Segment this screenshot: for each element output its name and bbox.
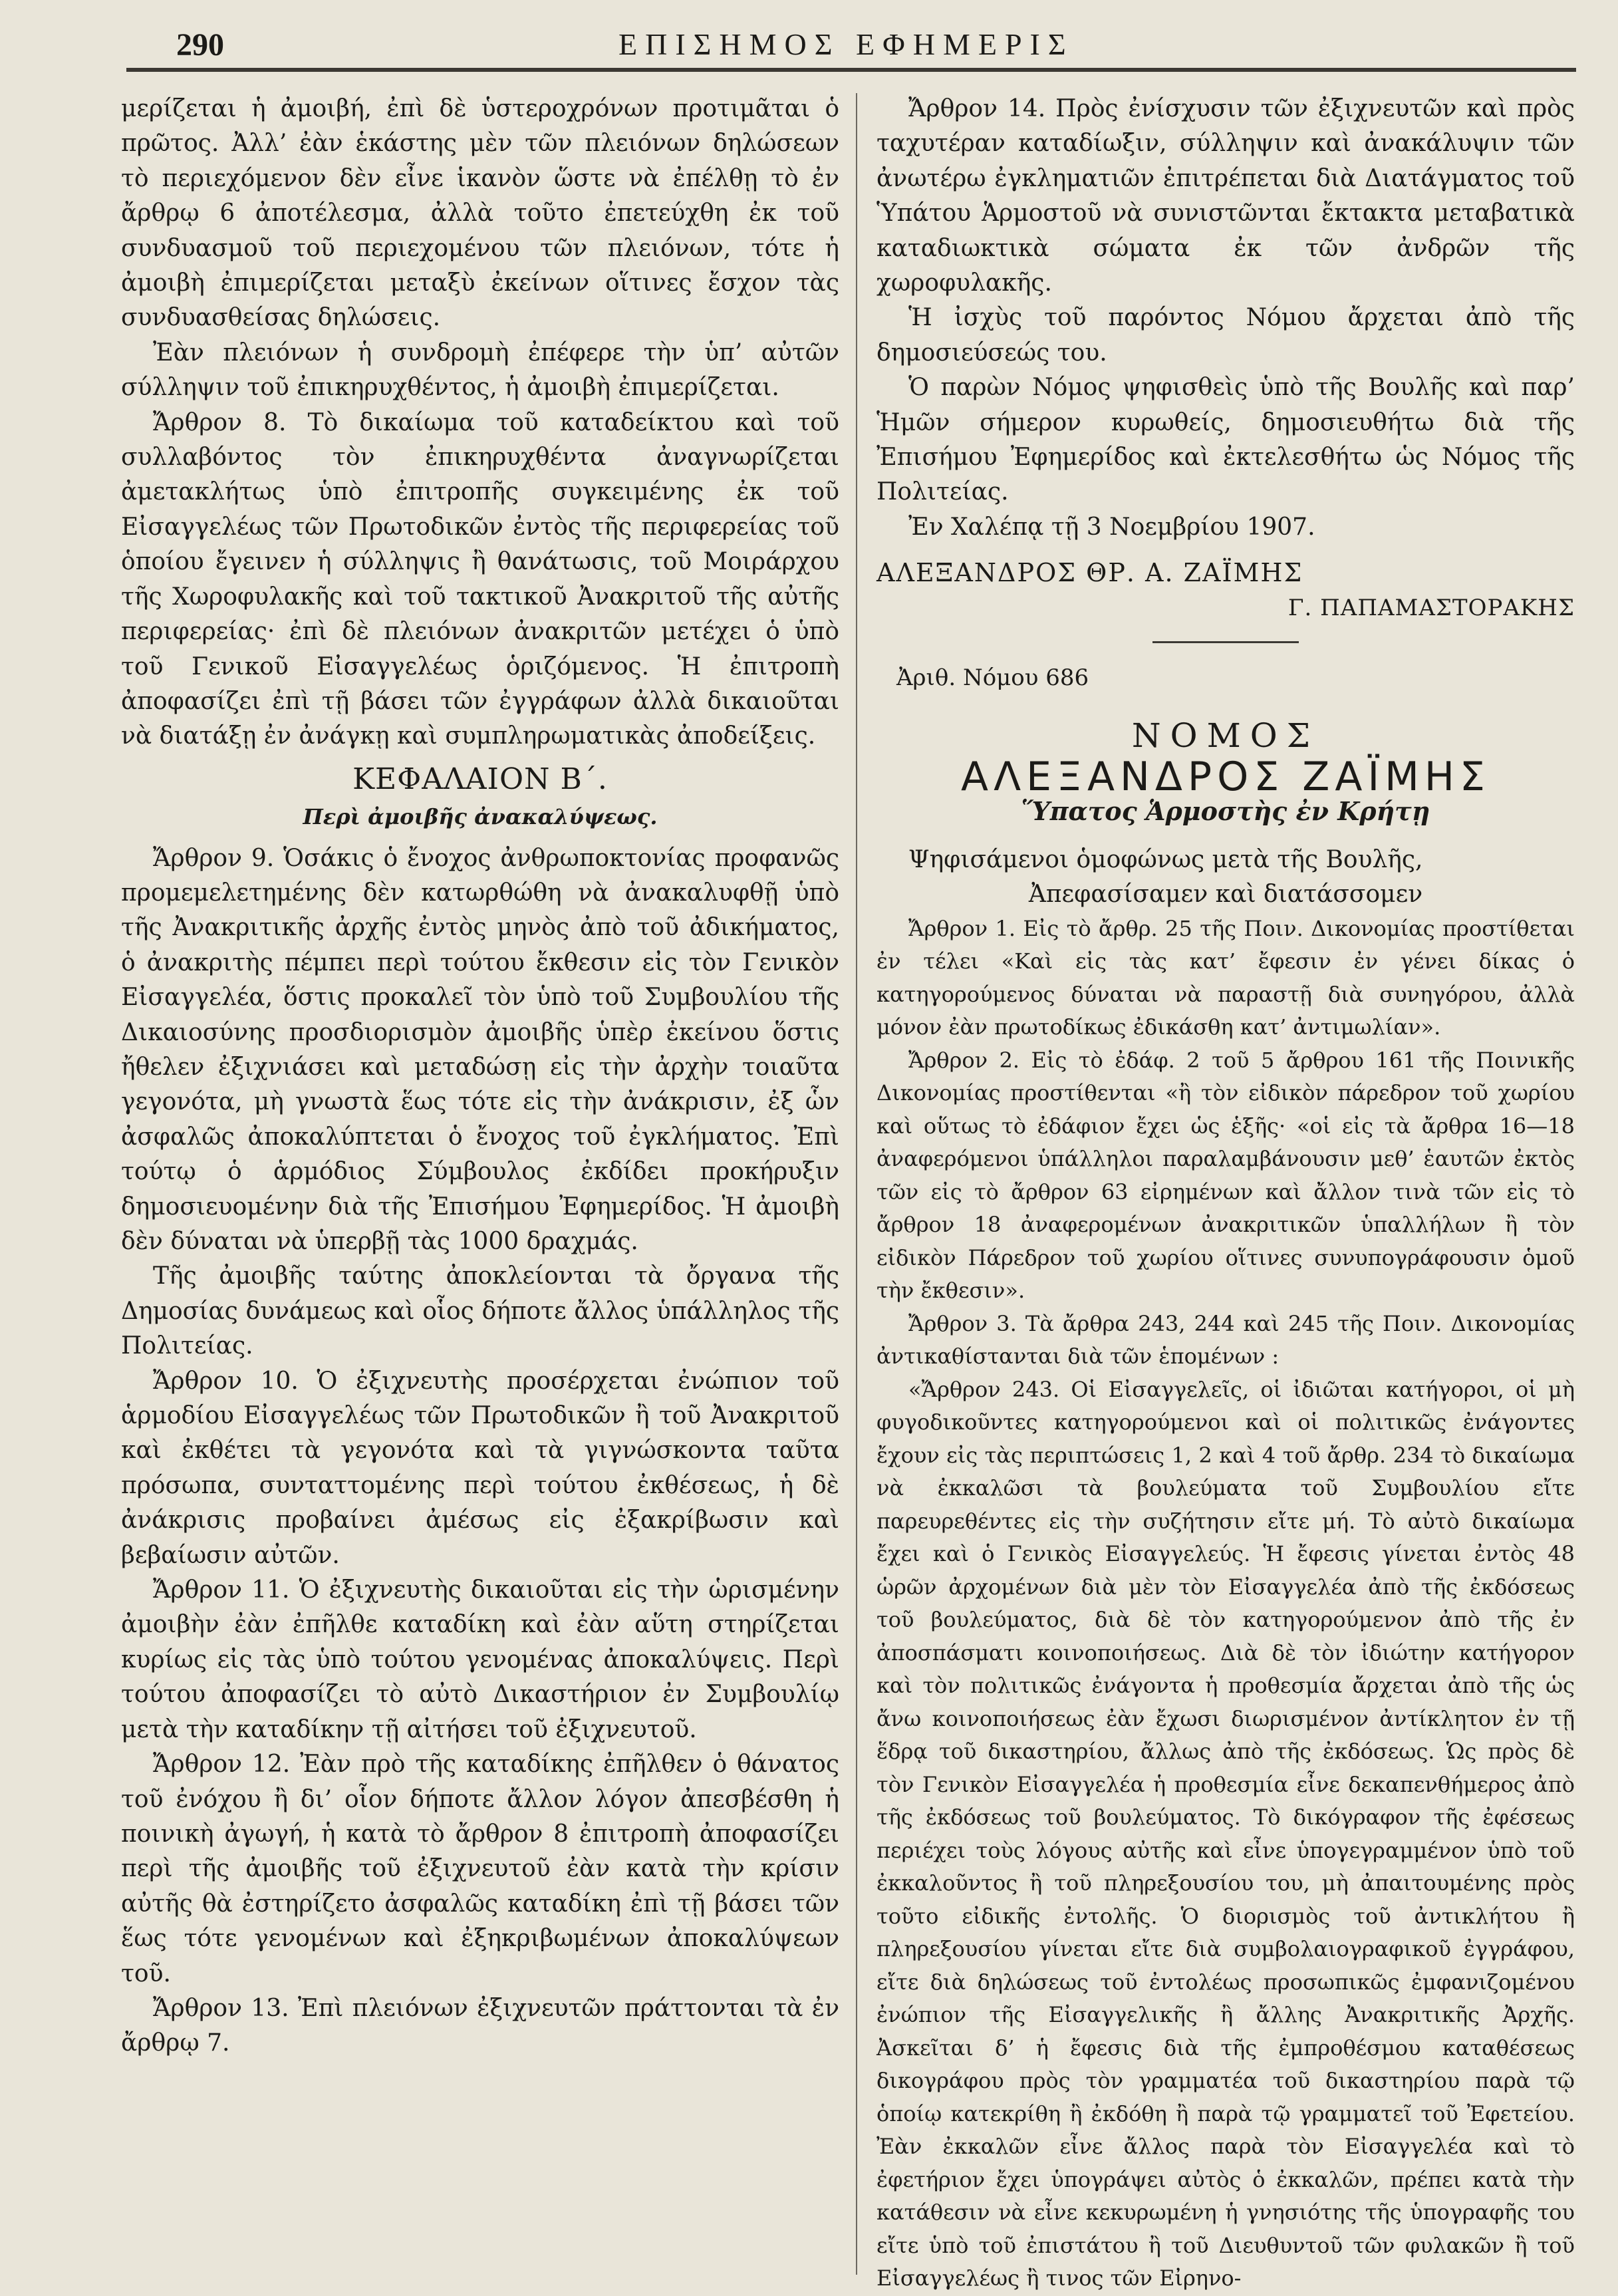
chapter-subheading: Περὶ ἀμοιβῆς ἀνακαλύψεως. [303, 804, 658, 830]
paragraph: Ὁ παρὼν Νόμος ψηφισθεὶς ὑπὸ τῆς Βουλῆς καὶ παρ’ Ἡμῶν σήμερον κυρωθείς, δημοσιευθήτω διὰ τῆς Ἐπισήμου Ἐφημερίδος καὶ ἐκτελεσθήτω ὡς Νόμος τῆς Πολιτείας. [876, 374, 1575, 506]
article-13: Ἄρθρον 13. Ἐπὶ πλειόνων ἐξιχνευτῶν πράττονται τὰ ἐν ἄρθρῳ 7. [121, 1994, 839, 2057]
voted-line: Ψηφισάμενοι ὁμοφώνως μετὰ τῆς Βουλῆς, [908, 845, 1423, 873]
page-number: 290 [176, 27, 224, 63]
governor-title: Ὕπατος Ἁρμοστὴς ἐν Κρήτῃ [1021, 796, 1430, 827]
page-header [0, 20, 1618, 80]
paragraph: Ἡ ἰσχὺς τοῦ παρόντος Νόμου ἄρχεται ἀπὸ τῆς δημοσιεύσεώς του. [876, 304, 1575, 366]
header-rule [126, 68, 1576, 72]
article-8: Ἄρθρον 8. Τὸ δικαίωμα τοῦ καταδείκτου καὶ τοῦ συλλαβόντος τὸν ἐπικηρυχθέντα ἀναγνωρίζεται ἀμετακλήτως ὑπὸ ἐπιτροπῆς συγκειμένης ἐκ τοῦ Εἰσαγγελέως τῶν Πρωτοδικῶν ἐντὸς τῆς περιφερείας τοῦ ὁποίου ἔγεινεν ἡ σύλληψις ἢ θανάτωσις, τοῦ Μοιράρχου τῆς Χωροφυλακῆς καὶ τοῦ τακτικοῦ Ἀνακριτοῦ τῆς αὐτῆς περιφερείας· ἐπὶ δὲ πλειόνων ἀνακριτῶν μετέχει ὁ ὑπὸ τοῦ Γενικοῦ Εἰσαγγελέως ὁριζόμενος. Ἡ ἐπιτροπὴ ἀποφασίζει ἐπὶ τῇ βάσει τῶν ἐγγράφων ἀλλὰ δικαιοῦται νὰ διατάξῃ ἐν ἀνάγκῃ καὶ συμπληρωματικὰς ἀποδείξεις. [121, 408, 839, 750]
article-9: Ἄρθρον 9. Ὁσάκις ὁ ἔνοχος ἀνθρωποκτονίας προφανῶς προμεμελετημένης δὲν κατωρθώθη νὰ ἀνακαλυφθῇ ὑπὸ τῆς Ἀνακριτικῆς ἀρχῆς ἐντὸς μηνὸς ἀπὸ τοῦ ἀδικήματος, ὁ ἀνακριτὴς πέμπει περὶ τούτου ἔκθεσιν εἰς τὸν Γενικὸν Εἰσαγγελέα, ὅστις προκαλεῖ τὸν ὑπὸ τοῦ Συμβουλίου τῆς Δικαιοσύνης προσδιορισμὸν ἀμοιβῆς ὑπὲρ ἐκείνου ὅστις ἤθελεν ἐξιχνιάσει καὶ μεταδώσῃ εἰς τὴν ἀρχὴν τοιαῦτα γεγονότα, μὴ γνωστὰ ἕως τότε εἰς τὴν ἀνάκρισιν, ἐξ ὧν ἀσφαλῶς ἀποκαλύπτεται ὁ ἔνοχος τοῦ ἐγκλήματος. Ἐπὶ τούτῳ ὁ ἁρμόδιος Σύμβουλος ἐκδίδει προκήρυξιν δημοσιευομένην διὰ τῆς Ἐπισήμου Ἐφημερίδος. Ἡ ἀμοιβὴ δὲν δύναται νὰ ὑπερβῇ τὰς 1000 δραχμάς. [121, 844, 839, 1255]
paragraph: Ἐὰν πλειόνων ἡ συνδρομὴ ἐπέφερε τὴν ὑπ’ αὐτῶν σύλληψιν τοῦ ἐπικηρυχθέντος, ἡ ἀμοιβὴ ἐπιμερίζεται. [121, 339, 839, 402]
countersignatory: Γ. ΠΑΠΑΜΑΣΤΟΡΑΚΗΣ [1287, 594, 1575, 621]
paragraph: Τῆς ἀμοιβῆς ταύτης ἀποκλείονται τὰ ὄργανα τῆς Δημοσίας δυνάμεως καὶ οἷος δήποτε ἄλλος ὑπάλληλος τῆς Πολιτείας. [121, 1262, 839, 1360]
paragraph: μερίζεται ἡ ἀμοιβή, ἐπὶ δὲ ὑστεροχρόνων προτιμᾶται ὁ πρῶτος. Ἀλλ’ ἐὰν ἑκάστης μὲν τῶν πλειόνων δηλώσεων τὸ περιεχόμενον δὲν εἶνε ἱκανὸν ὥστε νὰ ἐπέλθῃ τὸ ἐν ἄρθρῳ 6 ἀποτέλεσμα, ἀλλὰ τοῦτο ἐπετεύχθη ἐκ τοῦ συνδυασμοῦ τοῦ περιεχομένου τῶν πλειόνων, τότε ἡ ἀμοιβὴ ἐπιμερίζεται μεταξὺ ἐκείνων οἵτινες ἔσχον τὰς συνδυασθείσας δηλώσεις. [121, 95, 839, 332]
governor-name: ΑΛΕΞΑΝΔΡΟΣ ΖΑΪΜΗΣ [961, 753, 1490, 800]
article-10: Ἄρθρον 10. Ὁ ἐξιχνευτὴς προσέρχεται ἐνώπιον τοῦ ἁρμοδίου Εἰσαγγελέως τῶν Πρωτοδικῶν ἢ τοῦ Ἀνακριτοῦ καὶ ἐκθέτει τὰ γεγονότα καὶ τὰ γιγνώσκοντα ταῦτα πρόσωπα, συνταττομένης περὶ τούτου ἐκθέσεως, ἡ δὲ ἀνάκρισις προβαίνει ἀμέσως εἰς ἐξακρίβωσιν καὶ βεβαίωσιν αὐτῶν. [121, 1367, 839, 1569]
right-column [876, 92, 1575, 2295]
date-line: Ἐν Χαλέπᾳ τῇ 3 Νοεμβρίου 1907. [908, 513, 1315, 541]
law-heading: ΝΟΜΟΣ [1131, 716, 1320, 755]
decreed-line: Ἀπεφασίσαμεν καὶ διατάσσομεν [1028, 881, 1423, 909]
article-2: Ἄρθρον 2. Εἰς τὸ ἐδάφ. 2 τοῦ 5 ἄρθρου 161 τῆς Ποινικῆς Δικονομίας προστίθενται «ἢ τὸν εἰδικὸν πάρεδρον τοῦ χωρίου καὶ οὕτως τὸ ἐδάφιον ἔχει ὡς ἑξῆς· «οἱ εἰς τὰ ἄρθρα 16—18 ἀναφερόμενοι ὑπάλληλοι παραλαμβάνουσιν μεθ’ ἑαυτῶν ἐκτὸς τῶν εἰς τὸ ἄρθρον 63 εἰρημένων καὶ ἄλλον τινὰ τῶν εἰς τὸ ἄρθρον 18 ἀναφερομένων ἀνακριτικῶν ὑπαλλήλων ἢ τὸν εἰδικὸν Πάρεδρον τοῦ χωρίου οἵτινες συνυπογράφουσιν ὁμοῦ τὴν ἔκθεσιν». [876, 1047, 1575, 1304]
column-divider [856, 93, 857, 2275]
signatory: ΑΛΕΞΑΝΔΡΟΣ ΘΡ. Α. ΖΑΪΜΗΣ [876, 558, 1303, 588]
left-column [121, 92, 839, 2061]
article-1: Ἄρθρον 1. Εἰς τὸ ἄρθρ. 25 τῆς Ποιν. Δικονομίας προστίθεται ἐν τέλει «Καὶ εἰς τὰς κατ’ ἔφεσιν ἐν γένει δίκας ὁ κατηγορούμενος δύναται νὰ παραστῇ διὰ συνηγόρου, ἀλλὰ μόνον ἐὰν πρωτοδίκως ἐδικάσθη κατ’ ἀντιμωλίαν». [876, 915, 1575, 1040]
chapter-heading: ΚΕΦΑΛΑΙΟΝ Β΄. [352, 762, 608, 796]
article-12: Ἄρθρον 12. Ἐὰν πρὸ τῆς καταδίκης ἐπῆλθεν ὁ θάνατος τοῦ ἐνόχου ἢ δι’ οἷον δήποτε ἄλλον λόγον ἀπεσβέσθη ἡ ποινικὴ ἀγωγή, ἡ κατὰ τὸ ἄρθρον 8 ἐπιτροπὴ ἀποφασίζει περὶ τῆς ἀμοιβῆς τοῦ ἐξιχνευτοῦ ἐὰν κατὰ τὴν κρίσιν αὐτῆς θὰ ἐστηρίζετο ἀσφαλῶς καταδίκη ἐπὶ τῇ βάσει τῶν ἕως τότε γενομένων καὶ ἐξηκριβωμένων ἀποκαλύψεων τοῦ. [121, 1751, 839, 1987]
article-243: «Ἄρθρον 243. Οἱ Εἰσαγγελεῖς, οἱ ἰδιῶται κατήγοροι, οἱ μὴ φυγοδικοῦντες κατηγορούμενοι καὶ οἱ πολιτικῶς ἐνάγοντες ἔχουν εἰς τὰς περιπτώσεις 1, 2 καὶ 4 τοῦ ἄρθρ. 234 τὸ δικαίωμα νὰ ἐκκαλῶσι τὰ βουλεύματα τοῦ Συμβουλίου εἴτε παρευρεθέντες εἰς τὴν συζήτησιν εἴτε μή. Τὸ αὐτὸ δικαίωμα ἔχει καὶ ὁ Γενικὸς Εἰσαγγελεύς. Ἡ ἔφεσις γίνεται ἐντὸς 48 ὡρῶν ἀρχομένων διὰ μὲν τὸν Εἰσαγγελέα ἀπὸ τῆς ἐκδόσεως τοῦ βουλεύματος, διὰ δὲ τὸν κατηγορούμενον ἀπὸ τῆς ἐν ἀποσπάσματι κοινοποιήσεως. Διὰ δὲ τὸν ἰδιώτην κατήγορον καὶ τὸν πολιτικῶς ἐνάγοντα ἡ προθεσμία ἄρχεται ἀπὸ τῆς ὡς ἄνω κοινοποιήσεως ἐὰν ἔχωσι διωρισμένον ἀντίκλητον ἐν τῇ ἕδρᾳ τοῦ δικαστηρίου, ἄλλως ἀπὸ τῆς ἐκδόσεως. Ὡς πρὸς δὲ τὸν Γενικὸν Εἰσαγγελέα ἡ προθεσμία εἶνε δεκαπενθήμερος ἀπὸ τῆς ἐκδόσεως τοῦ βουλεύματος. Τὸ δικόγραφον τῆς ἐφέσεως περιέχει τοὺς λόγους αὐτῆς καὶ εἶνε ὑπογεγραμμένον ὑπὸ τοῦ ἐκκαλοῦντος ἢ τοῦ πληρεξουσίου του, μὴ ἀπαιτουμένης πρὸς τοῦτο εἰδικῆς ἐντολῆς. Ὁ διορισμὸς τοῦ ἀντικλήτου ἢ πληρεξουσίου γίνεται εἴτε διὰ συμβολαιογραφικοῦ ἐγγράφου, εἴτε διὰ δηλώσεως τοῦ ἐντολέως προσωπικῶς ἐμφανιζομένου ἐνώπιον τῆς Εἰσαγγελικῆς ἢ ἄλλης Ἀνακριτικῆς Ἀρχῆς. Ἀσκεῖται δ’ ἡ ἔφεσις διὰ τῆς ἐμπροθέσμου καταθέσεως δικογράφου πρὸς τὸν γραμματέα τοῦ δικαστηρίου παρὰ τῷ ὁποίῳ κατεκρίθη ἢ ἐκδόθη ἢ παρὰ τῷ γραμματεῖ τοῦ Ἐφετείου. Ἐὰν ἐκκαλῶν εἶνε ἄλλος παρὰ τὸν Εἰσαγγελέα καὶ τὸ ἐφετήριον ἔχει ὑπογράψει αὐτὸς ὁ ἐκκαλῶν, πρέπει κατὰ τὴν κατάθεσιν νὰ εἶνε κεκυρωμένη ἡ γνησιότης τῆς ὑπογραφῆς του εἴτε ὑπὸ τοῦ ἐπιστάτου ἢ τοῦ Διευθυντοῦ τῶν φυλακῶν ἢ τοῦ Εἰσαγγελέως ἢ τινος τῶν Εἰρηνο- [876, 1376, 1575, 2291]
section-rule [1152, 641, 1299, 643]
law-number: Ἀριθ. Νόμου 686 [896, 664, 1089, 692]
article-11: Ἄρθρον 11. Ὁ ἐξιχνευτὴς δικαιοῦται εἰς τὴν ὡρισμένην ἀμοιβὴν ἐὰν ἐπῆλθε καταδίκη καὶ ἐὰν αὕτη στηρίζεται κυρίως εἰς τὰς ὑπὸ τούτου γενομένας ἀποκαλύψεις. Περὶ τούτου ἀποφασίζει τὸ αὐτὸ Δικαστήριον ἐν Συμβουλίῳ μετὰ τὴν καταδίκην τῇ αἰτήσει τοῦ ἐξιχνευτοῦ. [121, 1576, 839, 1743]
article-14: Ἄρθρον 14. Πρὸς ἐνίσχυσιν τῶν ἐξιχνευτῶν καὶ πρὸς ταχυτέραν καταδίωξιν, σύλληψιν καὶ ἀνακάλυψιν τῶν ἀνωτέρω ἐγκληματιῶν ἐπιτρέπεται διὰ Διατάγματος τοῦ Ὑπάτου Ἁρμοστοῦ νὰ συνιστῶνται ἔκτακτα μεταβατικὰ καταδιωκτικὰ σώματα ἐκ τῶν ἀνδρῶν τῆς χωροφυλακῆς. [876, 95, 1575, 297]
article-3: Ἄρθρον 3. Τὰ ἄρθρα 243, 244 καὶ 245 τῆς Ποιν. Δικονομίας ἀντικαθίστανται διὰ τῶν ἑπομένων : [876, 1310, 1575, 1369]
journal-title: ΕΠΙΣΗΜΟΣ ΕΦΗΜΕΡΙΣ [618, 27, 1074, 61]
